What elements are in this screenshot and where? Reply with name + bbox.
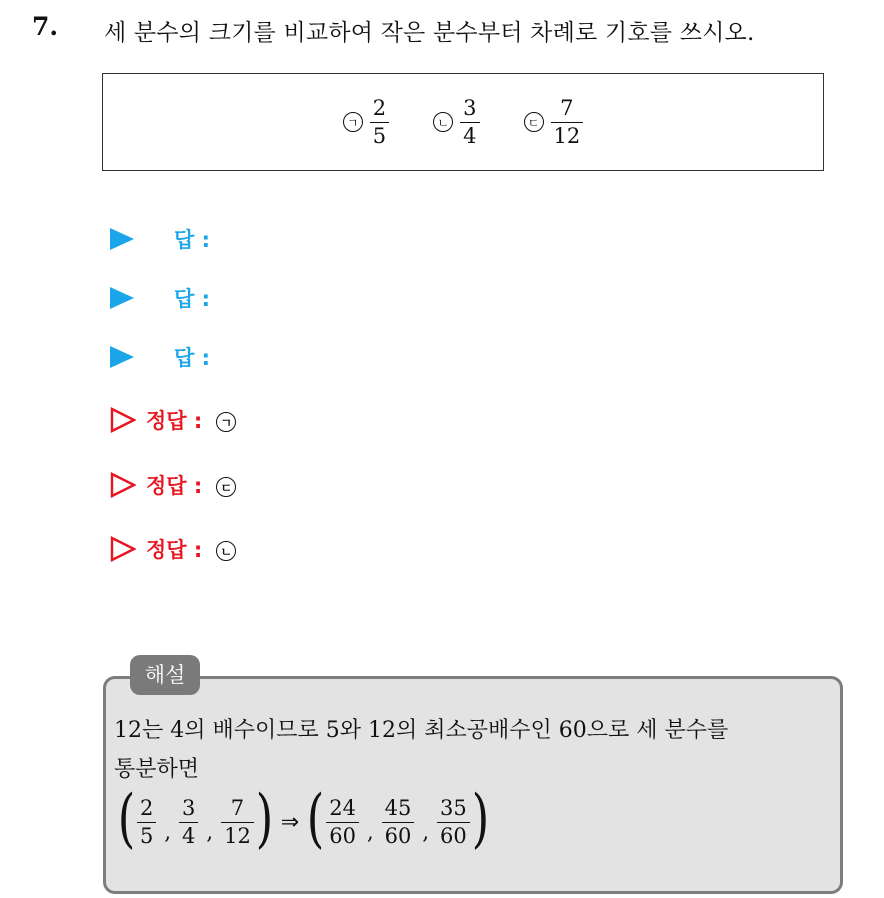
correct-answer-value: [216, 473, 236, 497]
fraction-bar: [382, 822, 415, 823]
correct-answer-value: [216, 537, 236, 561]
numerator: 2: [372, 96, 387, 121]
explanation-equation: [116, 782, 491, 856]
fraction-bar: [326, 822, 359, 823]
numerator: 2: [139, 796, 154, 821]
circled-giyeok-mark: ㄱ: [216, 412, 236, 432]
fraction-bar: [179, 822, 198, 823]
correct-answer-label: 정답 :: [146, 474, 203, 498]
answer-row-1[interactable]: [110, 224, 210, 254]
explanation-line-2: 통분하면: [114, 757, 200, 782]
right-paren: ): [471, 782, 490, 856]
fraction-bar: [551, 122, 584, 123]
explanation-tag: 해설: [130, 655, 200, 695]
comma: ,: [366, 820, 374, 844]
answer-row-2[interactable]: [110, 283, 210, 313]
answer-row-3[interactable]: [110, 342, 210, 372]
circled-giyeok-mark: ㄱ: [343, 112, 363, 132]
correct-row-2: [110, 470, 236, 500]
play-triangle-icon: [110, 228, 134, 250]
answer-label: 답 :: [174, 346, 210, 370]
answer-label: 답 :: [174, 287, 210, 311]
numerator: 35: [440, 796, 467, 821]
choice-1: [343, 97, 389, 146]
fraction-bar: [137, 822, 156, 823]
comma: ,: [206, 820, 214, 844]
denominator: 60: [440, 823, 467, 848]
implies-arrow: ⇒: [280, 809, 300, 835]
left-paren: (: [306, 782, 325, 856]
choice-2: [433, 97, 479, 146]
choice-3: [524, 97, 584, 146]
fraction-bar: [370, 122, 389, 123]
denominator: 5: [139, 823, 154, 848]
left-paren: (: [117, 782, 136, 856]
denominator: 4: [463, 123, 477, 148]
question-text: 세 분수의 크기를 비교하여 작은 분수부터 차례로 기호를 쓰시오.: [104, 20, 755, 46]
denominator: 5: [372, 123, 387, 148]
play-triangle-icon: [110, 287, 134, 309]
fraction: [437, 797, 470, 846]
right-paren: ): [255, 782, 274, 856]
fraction: [551, 97, 584, 146]
explanation-line-1: 12는 4의 배수이므로 5와 12의 최소공배수인 60으로 세 분수를: [114, 718, 729, 743]
fraction: [370, 97, 389, 146]
correct-row-3: [110, 534, 236, 564]
fraction: [326, 797, 359, 846]
fraction: [137, 797, 156, 846]
circled-digeut-mark: ㄷ: [524, 112, 544, 132]
correct-answer-label: 정답 :: [146, 409, 203, 433]
correct-answer-label: 정답 :: [146, 538, 203, 562]
numerator: 3: [182, 796, 196, 821]
denominator: 12: [553, 123, 581, 148]
circled-nieun-mark: ㄴ: [433, 112, 453, 132]
denominator: 4: [182, 823, 196, 848]
outline-triangle-icon: [110, 407, 136, 433]
fraction: [382, 797, 415, 846]
denominator: 60: [329, 823, 356, 848]
fraction-bar: [437, 822, 470, 823]
fraction: [179, 797, 198, 846]
correct-row-1: [110, 405, 236, 435]
circled-digeut-mark: ㄷ: [216, 477, 236, 497]
numerator: 3: [463, 96, 477, 121]
comma: ,: [422, 820, 430, 844]
answer-label: 답 :: [174, 228, 210, 252]
numerator: 7: [560, 96, 574, 121]
fraction: [460, 97, 479, 146]
fraction-bar: [221, 822, 254, 823]
numerator: 45: [384, 796, 412, 821]
question-number: 7.: [32, 12, 59, 41]
denominator: 12: [224, 823, 251, 848]
play-triangle-icon: [110, 346, 134, 368]
circled-nieun-mark: ㄴ: [216, 541, 236, 561]
choices-box: [102, 73, 824, 171]
denominator: 60: [384, 823, 412, 848]
numerator: 24: [329, 796, 356, 821]
outline-triangle-icon: [110, 472, 136, 498]
comma: ,: [164, 820, 172, 844]
outline-triangle-icon: [110, 536, 136, 562]
fraction: [221, 797, 254, 846]
fraction-bar: [460, 122, 479, 123]
numerator: 7: [230, 796, 245, 821]
correct-answer-value: [216, 408, 236, 432]
